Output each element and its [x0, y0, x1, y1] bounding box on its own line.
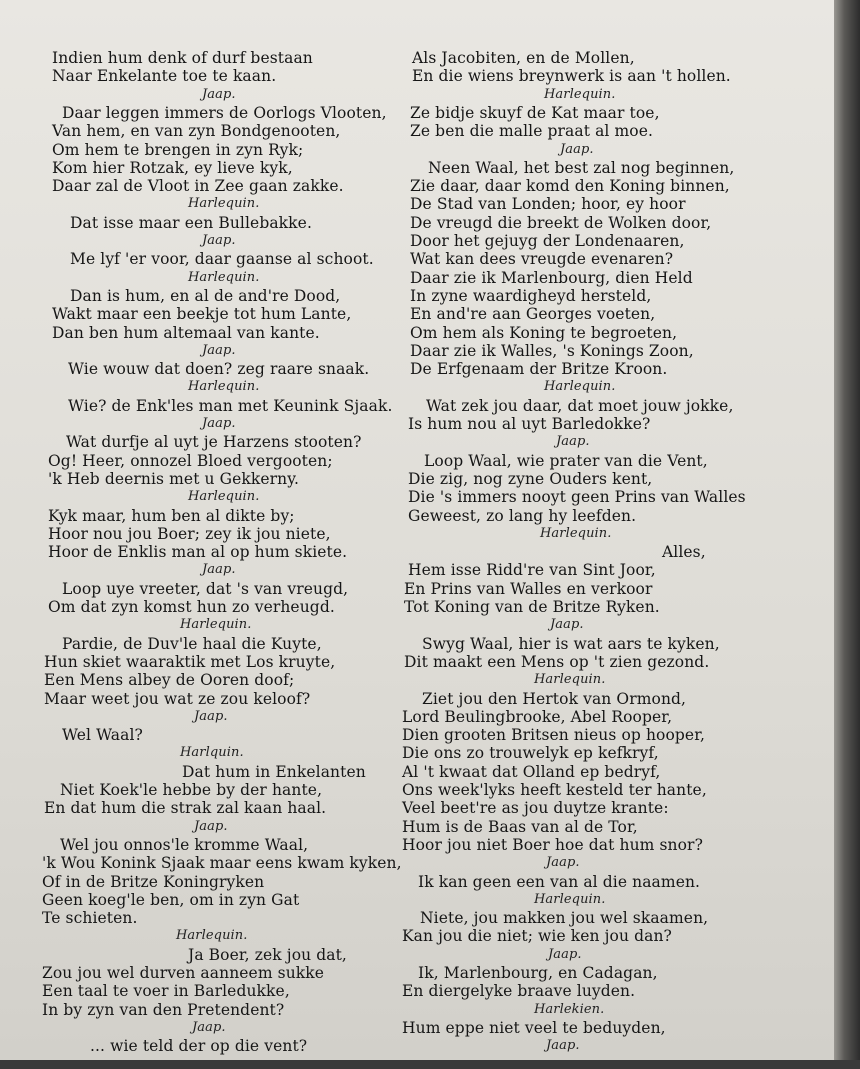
verse-line: Dat hum in Enkelanten [182, 762, 366, 781]
speaker-label: Jaap. [556, 434, 590, 450]
verse-line: Pardie, de Duv'le haal die Kuyte, [62, 634, 322, 653]
verse-line: Loop Waal, wie prater van die Vent, [424, 451, 708, 470]
page-bottom-edge [0, 1060, 860, 1069]
speaker-label: Harlequin. [188, 489, 260, 505]
verse-line: Kyk maar, hum ben al dikte by; [48, 506, 295, 525]
verse-line: Een Mens albey de Ooren doof; [44, 671, 295, 690]
verse-line: Og! Heer, onnozel Bloed vergooten; [48, 451, 333, 470]
verse-line: Om dat zyn komst hun zo verheugd. [48, 598, 335, 616]
verse-line: De vreugd die breekt de Wolken door, [410, 213, 712, 232]
verse-line: Ons week'lyks heeft kesteld ter hante, [402, 781, 707, 799]
speaker-label: Jaap. [192, 1019, 226, 1035]
verse-line: Als Jacobiten, en de Mollen, [412, 49, 635, 67]
verse-line: Te schieten. [42, 909, 138, 928]
verse-line: Ik, Marlenbourg, en Cadagan, [418, 964, 658, 982]
verse-line: Ziet jou den Hertok van Ormond, [422, 689, 687, 708]
verse-line: En die wiens breynwerk is aan 't hollen. [412, 67, 731, 86]
verse-line: Indien hum denk of durf bestaan [52, 49, 313, 67]
speaker-label: Jaap. [202, 86, 236, 102]
speaker-label: Jaap. [194, 708, 228, 724]
verse-line: Wat kan dees vreugde evenaren? [410, 250, 674, 269]
verse-line: Tot Koning van de Britze Ryken. [404, 598, 660, 616]
speaker-label: Jaap. [202, 342, 236, 358]
verse-line: Of in de Britze Koningryken [42, 872, 265, 891]
speaker-label: Harlequin. [534, 672, 606, 688]
verse-line: Is hum nou al uyt Barledokke? [408, 415, 651, 433]
verse-line: Wel jou onnos'le kromme Waal, [60, 835, 309, 854]
verse-line: Wat durfje al uyt je Harzens stooten? [66, 433, 362, 452]
verse-line: Niet Koek'le hebbe by der hante, [60, 781, 323, 799]
verse-line: Dat isse maar een Bullebakke. [70, 213, 312, 232]
verse-line: Niete, jou makken jou wel skaamen, [420, 909, 709, 928]
verse-line: Kom hier Rotzak, ey lieve kyk, [52, 158, 293, 177]
speaker-label: Harlequin. [180, 617, 252, 633]
speaker-label: Jaap. [202, 233, 236, 248]
speaker-label: Jaap. [202, 562, 236, 578]
verse-line: Wie wouw dat doen? zeg raare snaak. [68, 360, 370, 379]
verse-line: Geweest, zo lang hy leefden. [408, 506, 637, 525]
verse-line: ... wie teld der op die vent? [90, 1037, 308, 1056]
speaker-label: Jaap. [546, 855, 580, 871]
verse-line: Alles, [662, 543, 706, 562]
verse-line: Ja Boer, zek jou dat, [188, 945, 347, 964]
verse-line: Om hem te brengen in zyn Ryk; [52, 140, 304, 159]
speaker-label: Jaap. [550, 617, 584, 633]
speaker-label: Jaap. [202, 416, 236, 431]
verse-line: Veel beet're as jou duytze krante: [402, 799, 669, 818]
verse-line: Een taal te voer in Barledukke, [42, 982, 290, 1001]
verse-line: Wel Waal? [62, 726, 143, 745]
page-edge-shadow [834, 0, 860, 1069]
speaker-label: Jaap. [194, 818, 228, 834]
verse-line: Wie? de Enk'les man met Keunink Sjaak. [68, 396, 393, 415]
verse-line: Kan jou die niet; wie ken jou dan? [402, 927, 672, 946]
verse-line: Wat zek jou daar, dat moet jouw jokke, [426, 396, 734, 415]
speaker-label: Jaap. [546, 1038, 580, 1054]
speaker-label: Harlequin. [188, 269, 260, 285]
speaker-label: Harlequin. [176, 928, 248, 944]
verse-line: Daar leggen immers de Oorlogs Vlooten, [62, 103, 387, 122]
verse-line: 'k Heb deernis met u Gekkerny. [48, 469, 300, 488]
verse-line: Die 's immers nooyt geen Prins van Walles [408, 488, 746, 507]
verse-line: 'k Wou Konink Sjaak maar eens kwam kyken, [42, 854, 402, 873]
verse-line: Maar weet jou wat ze zou keloof? [44, 689, 311, 708]
verse-line: Hoor nou jou Boer; zey ik jou niete, [48, 524, 331, 543]
verse-line: Loop uye vreeter, dat 's van vreugd, [62, 579, 349, 598]
speaker-label: Harlequin. [188, 196, 260, 212]
verse-line: Hum is de Baas van al de Tor, [402, 817, 638, 836]
verse-line: De Erfgenaam der Britze Kroon. [410, 360, 668, 379]
verse-line: Hoor de Enklis man al op hum skiete. [48, 543, 348, 562]
verse-line: Naar Enkelante toe te kaan. [52, 67, 277, 86]
verse-line: Me lyf 'er voor, daar gaanse al schoot. [70, 250, 374, 269]
verse-line: Ik kan geen een van al die naamen. [418, 872, 701, 891]
verse-line: En diergelyke braave luyden. [402, 982, 636, 1001]
verse-line: En Prins van Walles en verkoor [404, 579, 653, 598]
verse-line: En and're aan Georges voeten, [410, 305, 656, 324]
speaker-label: Harlekien. [534, 1001, 605, 1017]
speaker-label: Harlequin. [544, 86, 616, 102]
verse-line: Neen Waal, het best zal nog beginnen, [428, 158, 735, 177]
verse-line: Hoor jou niet Boer hoe dat hum snor? [402, 835, 703, 854]
verse-line: Geen koeg'le ben, om in zyn Gat [42, 890, 300, 909]
verse-line: Om hem als Koning te begroeten, [410, 323, 678, 342]
verse-line: Zou jou wel durven aanneem sukke [42, 964, 325, 982]
verse-line: In by zyn van den Pretendent? [42, 1000, 285, 1019]
verse-line: Hum eppe niet veel te beduyden, [402, 1018, 666, 1037]
verse-line: Dan is hum, en al de and're Dood, [70, 286, 341, 305]
verse-line: Hun skiet waaraktik met Los kruyte, [44, 652, 336, 671]
verse-line: Daar zie ik Marlenbourg, dien Held [410, 268, 693, 287]
verse-line: Daar zal de Vloot in Zee gaan zakke. [52, 177, 344, 196]
verse-line: Swyg Waal, hier is wat aars te kyken, [422, 634, 720, 653]
verse-line: Hem isse Ridd're van Sint Joor, [408, 561, 656, 580]
verse-line: Ze ben die malle praat al moe. [410, 122, 654, 141]
speaker-label: Harlequin. [534, 891, 606, 907]
verse-line: En dat hum die strak zal kaan haal. [44, 799, 327, 818]
verse-line: Dit maakt een Mens op 't zien gezond. [404, 652, 710, 671]
speaker-label: Harlquin. [180, 745, 244, 761]
verse-line: Dan ben hum altemaal van kante. [52, 323, 320, 342]
verse-line: Wakt maar een beekje tot hum Lante, [52, 305, 352, 324]
verse-line: Die zig, nog zyne Ouders kent, [408, 469, 653, 488]
verse-line: De Stad van Londen; hoor, ey hoor [410, 195, 686, 214]
speaker-label: Harlequin. [540, 525, 612, 541]
verse-line: Daar zie ik Walles, 's Konings Zoon, [410, 341, 694, 360]
verse-line: Door het gejuyg der Londenaaren, [410, 232, 685, 250]
verse-line: Zie daar, daar komd den Koning binnen, [410, 177, 730, 196]
verse-line: Die ons zo trouwelyk ep kefkryf, [402, 744, 659, 763]
speaker-label: Jaap. [560, 141, 594, 157]
speaker-label: Harlequin. [544, 379, 616, 395]
verse-line: Al 't kwaat dat Olland ep bedryf, [402, 762, 661, 781]
speaker-label: Harlequin. [188, 379, 260, 395]
verse-line: Dien grooten Britsen nieus op hooper, [402, 726, 706, 745]
speaker-label: Jaap. [548, 946, 582, 962]
verse-line: Lord Beulingbrooke, Abel Rooper, [402, 707, 673, 726]
verse-line: In zyne waardigheyd hersteld, [410, 286, 652, 305]
verse-line: Van hem, en van zyn Bondgenooten, [52, 122, 341, 141]
verse-line: Ze bidje skuyf de Kat maar toe, [410, 103, 660, 122]
